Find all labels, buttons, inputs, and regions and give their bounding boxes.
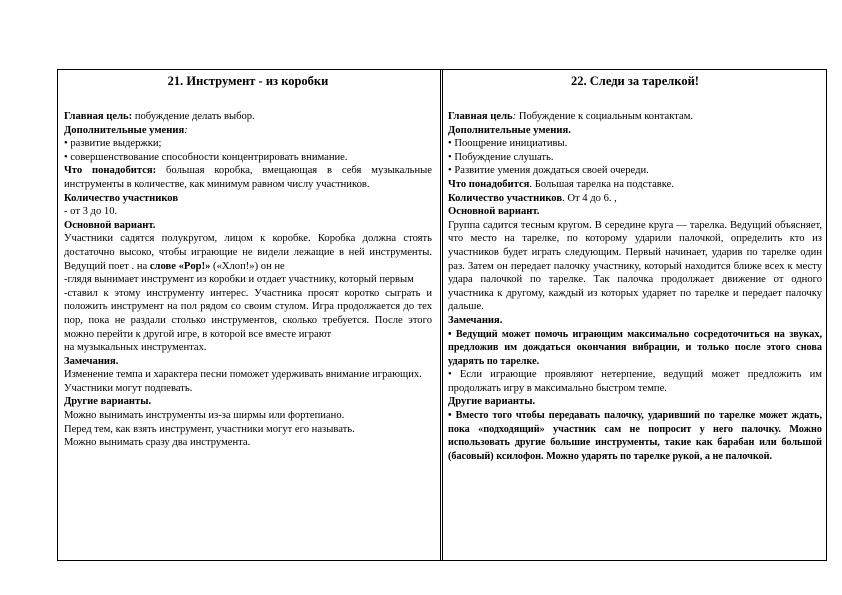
count-label: Количество участников [64, 192, 179, 204]
main-label: Основной вариант. [448, 206, 540, 218]
count-label: Количество участников [448, 192, 563, 204]
need-text: большая коробка, вмещающая в себя музыкальные инструменты в количестве, как минимум равном числу участников. [64, 165, 432, 190]
goal-text: Побуждение к социальным контактам. [516, 111, 694, 122]
main-text: («Хлоп!») он не [210, 260, 285, 272]
notes-text: Изменение темпа и характера песни поможет удерживать внимание играющих. [64, 369, 422, 381]
game-22-body [448, 110, 822, 463]
game-21-column [64, 70, 432, 450]
other-item: Перед тем, как взять инструмент, участники могут его называть. [64, 423, 355, 435]
document-table [57, 69, 827, 561]
skills-label: Дополнительные умения. [448, 124, 571, 136]
game-21-title: 21. Инструмент - из коробки [167, 74, 329, 88]
other-item: Можно вынимать инструменты из-за ширмы или фортепиано. [64, 410, 345, 422]
other-label: Другие варианты. [64, 396, 152, 408]
notes-text: • Если играющие проявляют нетерпение, ведущий может предложить им продолжать игру в максимально быстром темпе. [448, 369, 822, 394]
main-text: на музыкальных инструментах. [64, 342, 207, 354]
goal-colon: : [512, 111, 517, 122]
skills-colon: : [184, 124, 188, 136]
need-label: Что понадобится: [64, 165, 157, 177]
goal-label: Главная цель [448, 111, 513, 122]
other-item: Можно вынимать сразу два инструмента. [64, 437, 251, 449]
skill-item: • Поощрение инициативы. [448, 138, 568, 150]
other-label: Другие варианты. [448, 396, 536, 408]
main-text: -глядя вынимает инструмент из коробки и отдает участнику, который первым [64, 274, 414, 286]
game-21-body [64, 110, 432, 450]
main-label: Основной вариант. [64, 219, 156, 231]
main-text: Группа садится тесным кругом. В середине круга — тарелка. Ведущий объясняет, что место на тарелке, по которому ударили палочкой, определить кто из участников будет играть следующим. Первый начинает, ударив по тарелке один раз. Затем он передает палочку участнику, который находится ближе всех к месту удара палочкой по тарелке. Так палочка продолжает движение от одного участника к другому, каждый из которых ударяет по тарелке и передает палочку дальше. [448, 219, 822, 313]
main-text: Участники садятся полукругом, лицом к коробке. Коробка должна стоять достаточно высоко, чтобы играющие не видели лежащие в ней инструменты. Ведущий поет . на [64, 233, 432, 272]
column-divider [440, 70, 443, 560]
need-label: Что понадобится [448, 178, 530, 190]
notes-bold-text: • Ведущий может помочь играющим максимально сосредоточиться на звуках, предложив им дождаться окончания вибрации, и только после этого снова ударять по тарелке. [448, 328, 822, 367]
game-22-title: 22. Следи за тарелкой! [571, 74, 699, 88]
count-text: . От 4 до 6. , [562, 192, 617, 204]
skill-item: • развитие выдержки; [64, 138, 162, 150]
goal-text: побуждение делать выбор. [132, 111, 255, 122]
count-text: - от 3 до 10. [64, 206, 118, 218]
skills-label: Дополнительные умения [64, 124, 185, 136]
notes-label: Замечания. [448, 314, 503, 326]
skill-item: • Развитие умения дождаться своей очереди. [448, 165, 649, 177]
goal-label: Главная цель: [64, 111, 133, 122]
notes-text: Участники могут подпевать. [64, 382, 193, 394]
notes-label: Замечания. [64, 355, 119, 367]
need-text: . Большая тарелка на подставке. [529, 178, 675, 190]
other-bold-text: • Вместо того чтобы передавать палочку, ударивший по тарелке может ждать, пока «подходящий» участник сам не попросит у него палочку. Можно использовать другие большие инструменты, такие как барабан или большой (басовый) ксилофон. Можно ударять по тарелке рукой, а не палочкой. [448, 410, 822, 462]
main-bold-text: слове «Pop!» [149, 260, 211, 272]
game-22-column [448, 70, 822, 463]
main-text: -ставил к этому инструменту интерес. Участника просят коротко сыграть и положить инструмент на пол рядом со своим стулом. Игра продолжается до тех пор, пока не раздали столько инструментов, сколько требуется. После этого можно перейти к другой игре, в которой все вместе играют [64, 287, 432, 340]
skill-item: • Побуждение слушать. [448, 151, 554, 163]
skill-item: • совершенствование способности концентрировать внимание. [64, 151, 348, 163]
